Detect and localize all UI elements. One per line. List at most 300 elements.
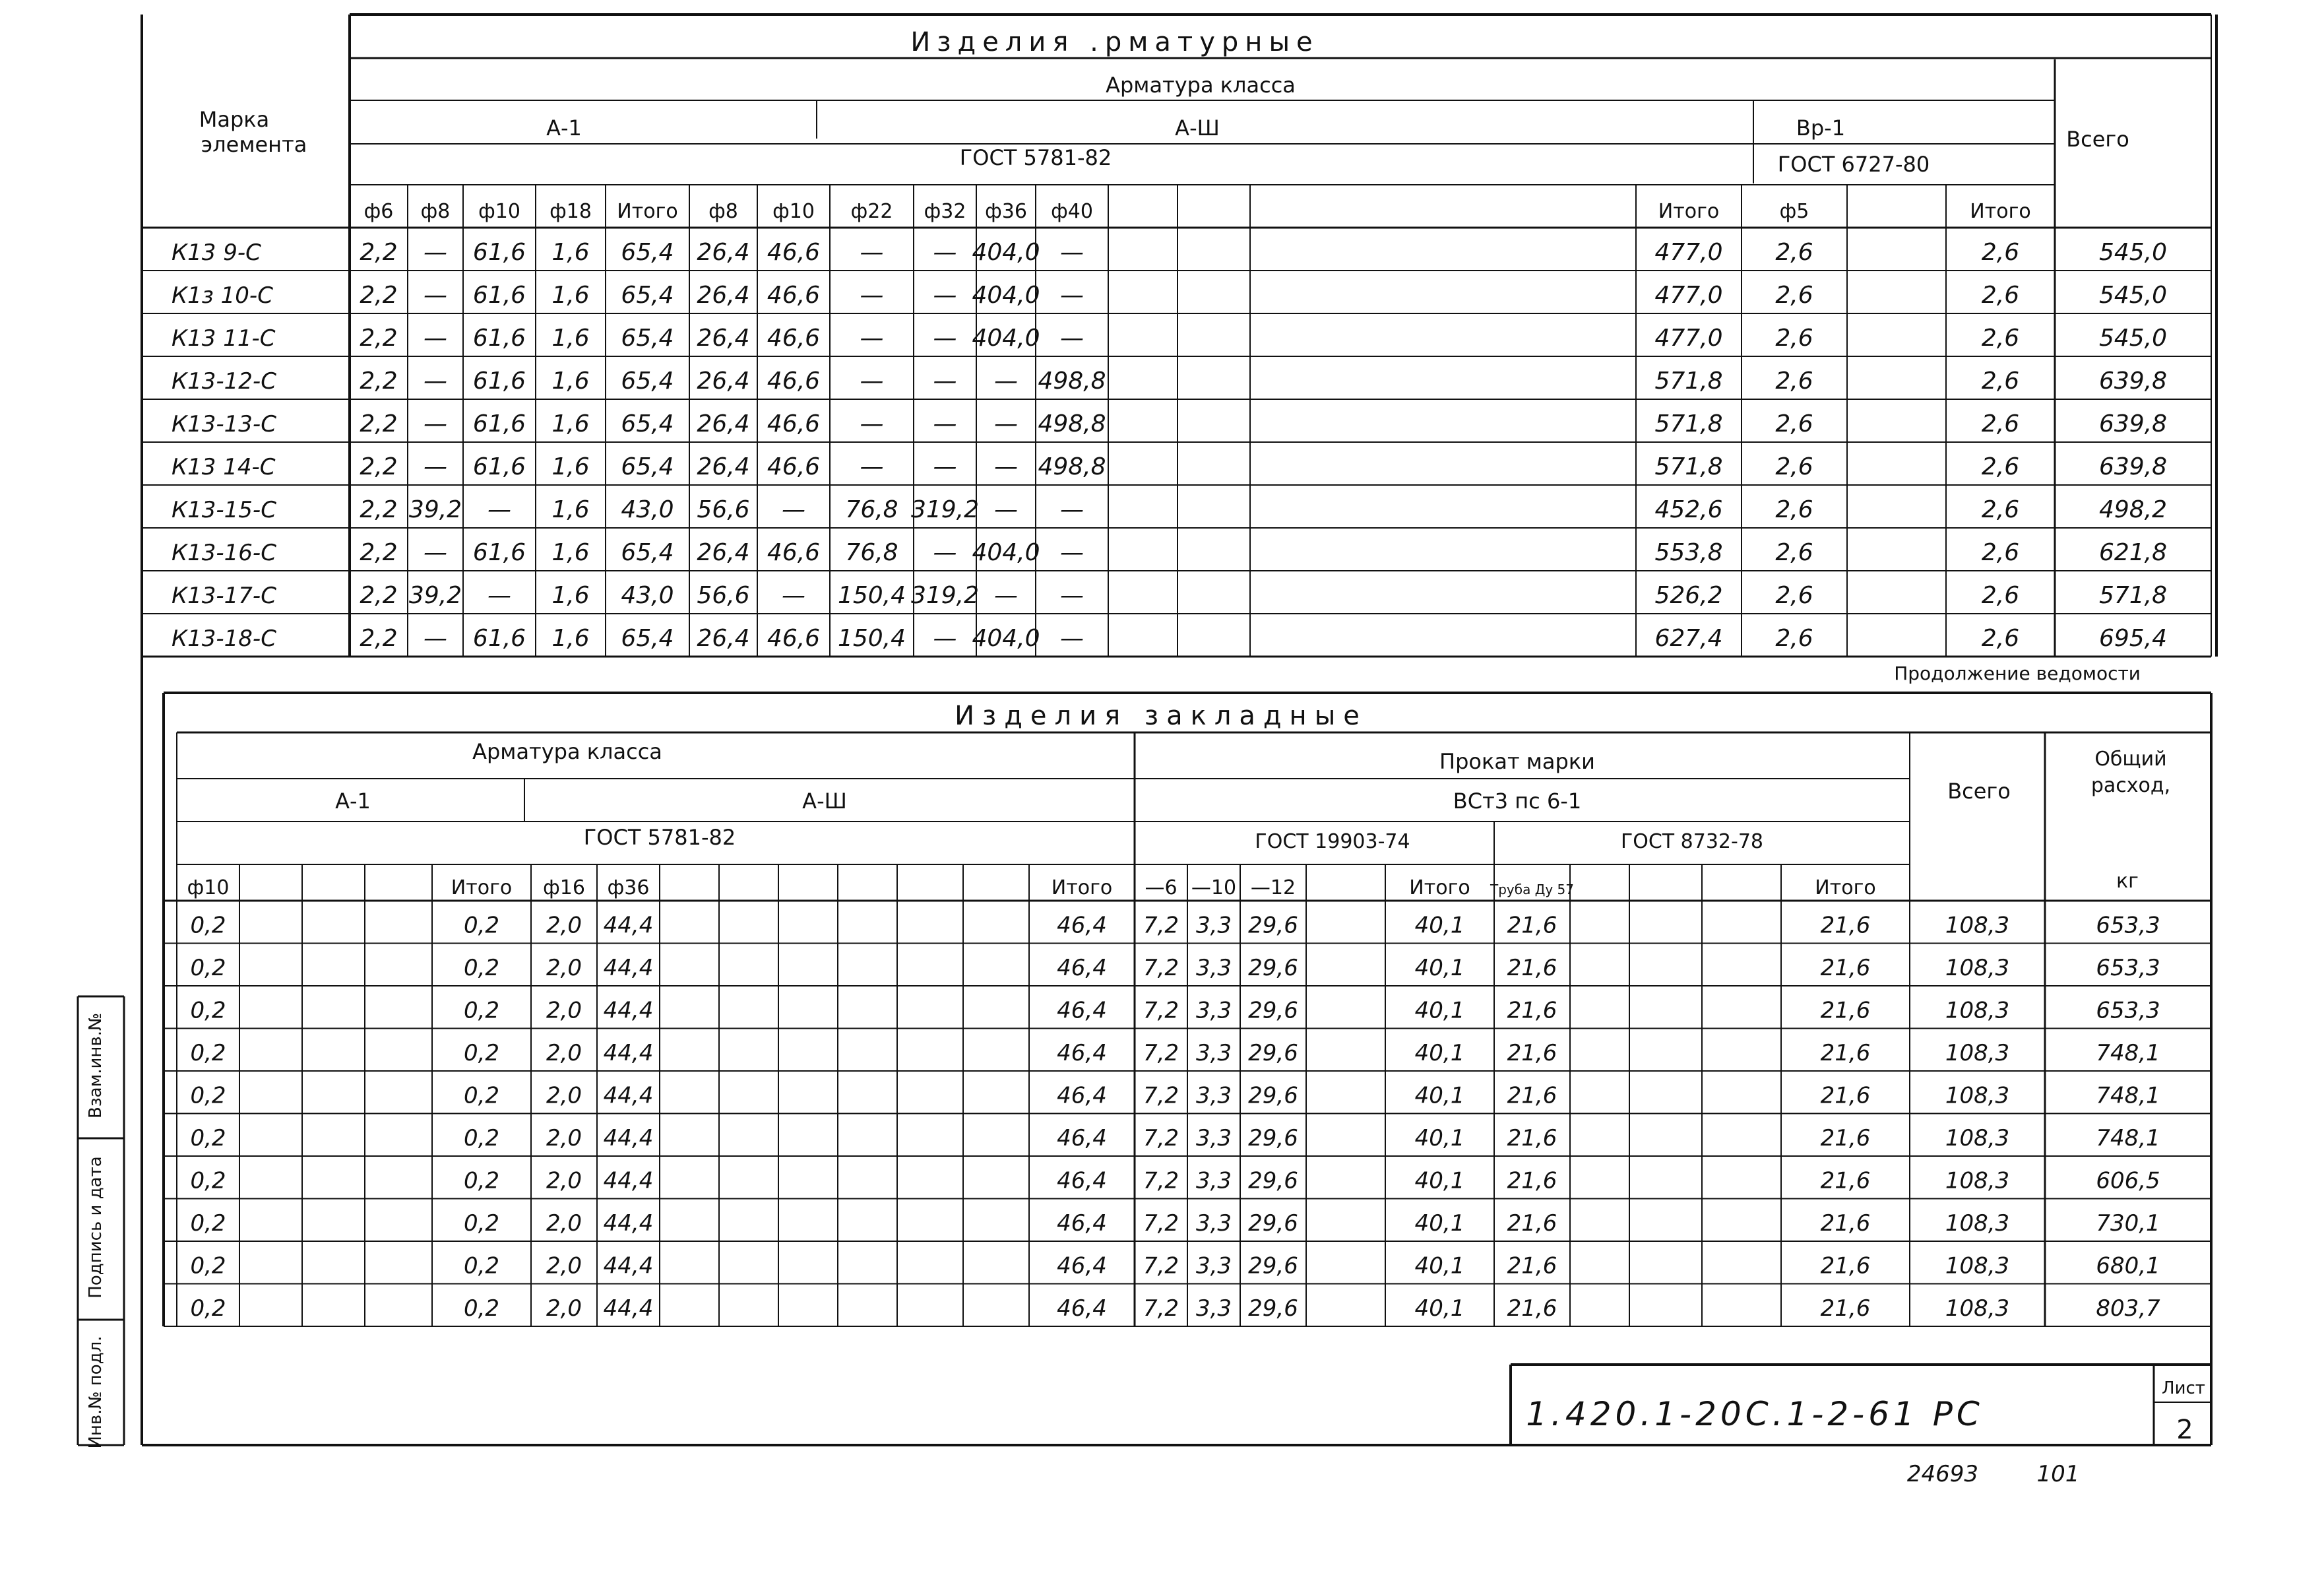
top-row-value: 46,6 <box>767 410 821 437</box>
top-class-a1: А-1 <box>546 115 582 141</box>
top-row-mark: К1з 10-С <box>172 282 273 309</box>
top-row-value: 46,6 <box>767 453 821 480</box>
top-row-value: 319,2 <box>910 496 980 523</box>
top-total-header: Всего <box>2066 127 2129 152</box>
top-row-value: 1,6 <box>551 325 590 352</box>
bottom-row-value: 40,1 <box>1414 997 1465 1024</box>
bottom-row-value: 108,3 <box>1945 1295 2010 1322</box>
side-stamp-replaced: Взам.инв.№ <box>86 1013 106 1118</box>
top-row-value: — <box>994 582 1018 609</box>
top-row-value: 545,0 <box>2098 325 2168 352</box>
sheet-label: Лист <box>2162 1378 2205 1398</box>
bottom-row-value: 44,4 <box>603 1252 654 1279</box>
top-row-mark: К13-15-С <box>172 497 276 523</box>
top-row-value: 2,6 <box>1981 368 2020 395</box>
top-row-value: 2,6 <box>1775 539 1813 566</box>
top-row-mark: К13-18-С <box>172 626 276 652</box>
top-row-value: 61,6 <box>472 368 526 395</box>
top-row-value: 526,2 <box>1654 582 1723 609</box>
top-row-value: 627,4 <box>1654 625 1723 652</box>
top-gost-vr: ГОСТ 6727-80 <box>1777 152 1930 177</box>
top-mark-header-2: элемента <box>201 132 307 157</box>
top-row-value: — <box>933 539 957 566</box>
top-row-value: — <box>860 239 884 266</box>
top-row-mark: К13 11-С <box>172 325 276 352</box>
sheet-number: 2 <box>2176 1415 2193 1445</box>
top-row-value: — <box>424 239 447 266</box>
bottom-row-value: 0,2 <box>463 912 500 939</box>
top-row-value: 61,6 <box>472 625 526 652</box>
bottom-row-value: 46,4 <box>1057 912 1107 939</box>
top-row-value: 26,4 <box>697 368 750 395</box>
bottom-row-value: 3,3 <box>1195 955 1232 981</box>
top-row-value: 26,4 <box>697 453 750 480</box>
bottom-row-value: 0,2 <box>190 1040 226 1066</box>
bottom-row-value: 3,3 <box>1195 1040 1232 1066</box>
top-row-value: 2,6 <box>1981 282 2020 309</box>
bottom-row-value: 2,0 <box>546 1040 582 1066</box>
bottom-row-value: 7,2 <box>1143 1082 1179 1109</box>
bottom-row-value: 29,6 <box>1248 1210 1298 1237</box>
bottom-row-value: 29,6 <box>1248 1125 1298 1151</box>
bottom-row-value: 2,0 <box>546 1082 582 1109</box>
bottom-row-value: 0,2 <box>190 912 226 939</box>
top-row-value: 76,8 <box>845 496 898 523</box>
top-row-value: — <box>1060 539 1084 566</box>
bottom-column-header: ф10 <box>187 876 230 899</box>
top-row-value: 2,6 <box>1981 239 2020 266</box>
bottom-prokat-header: Прокат марки <box>1439 749 1595 774</box>
top-mark-header-1: Марка <box>199 107 270 132</box>
bottom-column-header: —6 <box>1145 876 1178 899</box>
top-row-value: 2,2 <box>360 368 398 395</box>
bottom-row-value: 0,2 <box>190 1252 226 1279</box>
top-row-value: 61,6 <box>472 453 526 480</box>
bottom-row-value: 21,6 <box>1820 997 1871 1024</box>
bottom-row-value: 21,6 <box>1820 1252 1871 1279</box>
top-row-value: — <box>1060 582 1084 609</box>
top-row-value: 498,2 <box>2098 496 2168 523</box>
bottom-row-value: 46,4 <box>1057 1082 1107 1109</box>
bottom-row-value: 46,4 <box>1057 1295 1107 1322</box>
bottom-row-value: 108,3 <box>1945 1167 2010 1194</box>
top-row-value: 43,0 <box>621 496 674 523</box>
top-row-value: — <box>424 368 447 395</box>
top-row-value: — <box>994 410 1018 437</box>
bottom-column-header: Труба Ду 57 <box>1490 882 1574 897</box>
top-row-value: 1,6 <box>551 239 590 266</box>
top-class-vr1: Вр-1 <box>1796 115 1846 141</box>
top-row-value: 2,2 <box>360 539 398 566</box>
bottom-row-value: 2,0 <box>546 1252 582 1279</box>
bottom-row-value: 46,4 <box>1057 955 1107 981</box>
top-row-value: 26,4 <box>697 239 750 266</box>
top-row-value: 404,0 <box>972 625 1040 652</box>
bottom-row-value: 46,4 <box>1057 1167 1107 1194</box>
top-row-value: 2,6 <box>1775 496 1813 523</box>
bottom-row-value: 0,2 <box>463 1040 500 1066</box>
bottom-row-value: 108,3 <box>1945 1252 2010 1279</box>
top-row-value: 695,4 <box>2098 625 2168 652</box>
top-row-value: 26,4 <box>697 539 750 566</box>
top-row-value: 571,8 <box>1654 368 1723 395</box>
top-column-header: ф22 <box>850 200 893 223</box>
top-row-value: 2,2 <box>360 582 398 609</box>
bottom-row-value: 653,3 <box>2096 955 2160 981</box>
top-row-value: — <box>1060 496 1084 523</box>
top-row-value: 2,2 <box>360 325 398 352</box>
bottom-row-value: 0,2 <box>463 997 500 1024</box>
top-row-value: 2,6 <box>1775 453 1813 480</box>
bottom-row-value: 21,6 <box>1507 1125 1557 1151</box>
bottom-row-value: 7,2 <box>1143 1295 1179 1322</box>
top-row-value: 61,6 <box>472 282 526 309</box>
bottom-row-value: 108,3 <box>1945 955 2010 981</box>
top-row-value: 65,4 <box>621 325 674 352</box>
bottom-row-value: 606,5 <box>2096 1167 2160 1194</box>
top-row-value: 2,2 <box>360 453 398 480</box>
top-row-value: 150,4 <box>837 582 906 609</box>
side-stamp-signature: Подпись и дата <box>86 1156 106 1299</box>
top-row-mark: К13-17-С <box>172 583 276 609</box>
bottom-row-value: 44,4 <box>603 1040 654 1066</box>
top-row-value: 46,6 <box>767 625 821 652</box>
bottom-row-value: 40,1 <box>1414 912 1465 939</box>
top-row-value: — <box>933 625 957 652</box>
bottom-row-value: 46,4 <box>1057 1210 1107 1237</box>
top-row-value: 1,6 <box>551 368 590 395</box>
top-row-value: 26,4 <box>697 625 750 652</box>
bottom-row-value: 0,2 <box>463 1252 500 1279</box>
top-row-value: 1,6 <box>551 282 590 309</box>
top-row-value: 46,6 <box>767 282 821 309</box>
bottom-unit: кг <box>2116 870 2139 893</box>
top-row-value: 26,4 <box>697 282 750 309</box>
bottom-column-header: —12 <box>1250 876 1296 899</box>
top-row-value: 639,8 <box>2098 410 2168 437</box>
top-column-header: Итого <box>1970 200 2031 223</box>
top-row-value: — <box>994 496 1018 523</box>
bottom-row-value: 2,0 <box>546 1295 582 1322</box>
top-row-value: 2,6 <box>1775 239 1813 266</box>
bottom-row-value: 21,6 <box>1507 1167 1557 1194</box>
top-table-title: Изделия .рматурные <box>910 27 1319 57</box>
bottom-row-value: 0,2 <box>190 1125 226 1151</box>
bottom-row-value: 40,1 <box>1414 1040 1465 1066</box>
top-row-value: 639,8 <box>2098 368 2168 395</box>
top-row-value: 65,4 <box>621 368 674 395</box>
bottom-row-value: 3,3 <box>1195 1125 1232 1151</box>
bottom-row-value: 0,2 <box>190 1295 226 1322</box>
bottom-row-value: 46,4 <box>1057 1125 1107 1151</box>
bottom-row-value: 7,2 <box>1143 997 1179 1024</box>
bottom-row-value: 21,6 <box>1820 1082 1871 1109</box>
top-row-value: 150,4 <box>837 625 906 652</box>
top-row-value: — <box>994 368 1018 395</box>
top-row-value: 76,8 <box>845 539 898 566</box>
bottom-row-value: 0,2 <box>463 1167 500 1194</box>
bottom-row-value: 21,6 <box>1507 912 1557 939</box>
top-row-mark: К13-13-С <box>172 411 276 437</box>
bottom-row-value: 40,1 <box>1414 1295 1465 1322</box>
bottom-row-value: 2,0 <box>546 997 582 1024</box>
bottom-row-value: 0,2 <box>190 997 226 1024</box>
bottom-row-value: 7,2 <box>1143 1167 1179 1194</box>
bottom-row-value: 3,3 <box>1195 1082 1232 1109</box>
bottom-row-value: 46,4 <box>1057 997 1107 1024</box>
continuation-note: Продолжение ведомости <box>1894 662 2141 684</box>
bottom-row-value: 0,2 <box>463 955 500 981</box>
top-row-value: 553,8 <box>1654 539 1723 566</box>
top-row-value: 2,6 <box>1981 625 2020 652</box>
top-row-value: — <box>860 325 884 352</box>
bottom-row-value: 653,3 <box>2096 912 2160 939</box>
top-row-value: — <box>424 282 447 309</box>
bottom-row-value: 7,2 <box>1143 1040 1179 1066</box>
bottom-row-value: 7,2 <box>1143 955 1179 981</box>
bottom-column-header: Итого <box>1815 876 1876 899</box>
top-column-header: Итого <box>1658 200 1720 223</box>
bottom-row-value: 21,6 <box>1507 1082 1557 1109</box>
bottom-row-value: 2,0 <box>546 1210 582 1237</box>
top-row-value: 61,6 <box>472 239 526 266</box>
bottom-row-value: 7,2 <box>1143 1252 1179 1279</box>
bottom-row-value: 2,0 <box>546 1167 582 1194</box>
top-row-value: 477,0 <box>1654 325 1723 352</box>
bottom-column-header: Итого <box>451 876 513 899</box>
top-row-value: 65,4 <box>621 625 674 652</box>
top-row-value: — <box>860 368 884 395</box>
bottom-total-header: Всего <box>1947 779 2011 804</box>
bottom-row-value: 0,2 <box>190 955 226 981</box>
document-designation: 1.420.1-20С.1-2-61 РС <box>1526 1395 1984 1433</box>
bottom-row-value: 29,6 <box>1248 912 1298 939</box>
top-row-value: 2,6 <box>1775 368 1813 395</box>
bottom-row-value: 3,3 <box>1195 1252 1232 1279</box>
top-row-value: — <box>933 239 957 266</box>
bottom-row-value: 40,1 <box>1414 955 1465 981</box>
bottom-gost-pipe: ГОСТ 8732-78 <box>1620 830 1764 853</box>
top-row-value: — <box>860 282 884 309</box>
bottom-row-value: 44,4 <box>603 912 654 939</box>
bottom-row-value: 21,6 <box>1820 1125 1871 1151</box>
top-row-value: 452,6 <box>1654 496 1723 523</box>
top-row-mark: К13-12-С <box>172 368 276 395</box>
bottom-row-value: 44,4 <box>603 1167 654 1194</box>
bottom-class-a3: А-Ш <box>802 789 847 814</box>
top-column-header: Итого <box>617 200 678 223</box>
top-row-value: — <box>782 496 805 523</box>
bottom-row-value: 21,6 <box>1507 1210 1557 1237</box>
bottom-row-value: 0,2 <box>463 1125 500 1151</box>
top-row-value: 571,8 <box>2098 582 2168 609</box>
bottom-row-value: 2,0 <box>546 955 582 981</box>
top-row-value: 404,0 <box>972 539 1040 566</box>
side-stamp-inv: Инв.№ подл. <box>86 1336 106 1449</box>
top-row-value: 2,6 <box>1981 539 2020 566</box>
top-row-mark: К13 14-С <box>172 454 276 480</box>
top-row-value: 571,8 <box>1654 410 1723 437</box>
bottom-row-value: 46,4 <box>1057 1040 1107 1066</box>
top-row-value: 2,2 <box>360 410 398 437</box>
bottom-table-title: Изделия закладные <box>955 701 1367 731</box>
top-column-header: ф8 <box>708 200 738 223</box>
top-row-value: 2,6 <box>1775 325 1813 352</box>
bottom-row-value: 2,0 <box>546 1125 582 1151</box>
bottom-row-value: 0,2 <box>463 1082 500 1109</box>
bottom-row-value: 0,2 <box>190 1210 226 1237</box>
top-row-value: 61,6 <box>472 410 526 437</box>
top-row-value: — <box>424 539 447 566</box>
bottom-row-value: 40,1 <box>1414 1252 1465 1279</box>
top-row-value: — <box>782 582 805 609</box>
top-row-value: 319,2 <box>910 582 980 609</box>
bottom-row-value: 7,2 <box>1143 1210 1179 1237</box>
top-row-value: 404,0 <box>972 325 1040 352</box>
bottom-class-header: Арматура класса <box>472 739 662 764</box>
top-row-value: — <box>1060 325 1084 352</box>
top-row-value: 46,6 <box>767 325 821 352</box>
bottom-row-value: 7,2 <box>1143 1125 1179 1151</box>
top-row-value: 1,6 <box>551 539 590 566</box>
top-row-value: 2,2 <box>360 625 398 652</box>
top-row-value: — <box>933 410 957 437</box>
bottom-row-value: 108,3 <box>1945 1210 2010 1237</box>
top-row-value: 2,6 <box>1775 582 1813 609</box>
bottom-gost-plate: ГОСТ 19903-74 <box>1255 830 1410 853</box>
top-row-value: — <box>424 325 447 352</box>
top-row-mark: К13 9-С <box>172 240 261 266</box>
top-row-value: 498,8 <box>1038 410 1106 437</box>
bottom-row-value: 40,1 <box>1414 1210 1465 1237</box>
top-row-value: 1,6 <box>551 625 590 652</box>
top-row-value: 571,8 <box>1654 453 1723 480</box>
top-column-header: ф10 <box>478 200 520 223</box>
top-row-value: — <box>860 453 884 480</box>
bottom-row-value: 108,3 <box>1945 912 2010 939</box>
top-row-value: — <box>424 410 447 437</box>
top-row-value: 26,4 <box>697 325 750 352</box>
top-row-value: 65,4 <box>621 239 674 266</box>
top-row-value: — <box>933 282 957 309</box>
top-row-value: — <box>933 325 957 352</box>
top-row-value: 65,4 <box>621 453 674 480</box>
top-row-value: 26,4 <box>697 410 750 437</box>
top-row-value: 2,2 <box>360 282 398 309</box>
top-row-value: — <box>424 453 447 480</box>
top-row-value: 545,0 <box>2098 282 2168 309</box>
bottom-class-a1: А-1 <box>335 789 371 814</box>
top-row-value: 545,0 <box>2098 239 2168 266</box>
bottom-row-value: 108,3 <box>1945 1082 2010 1109</box>
top-row-value: 2,6 <box>1981 582 2020 609</box>
bottom-row-value: 0,2 <box>190 1082 226 1109</box>
top-row-value: 2,6 <box>1981 325 2020 352</box>
top-row-value: 621,8 <box>2098 539 2168 566</box>
bottom-row-value: 2,0 <box>546 912 582 939</box>
bottom-row-value: 29,6 <box>1248 1167 1298 1194</box>
top-row-value: 2,6 <box>1775 625 1813 652</box>
bottom-row-value: 44,4 <box>603 1295 654 1322</box>
bottom-column-header: —10 <box>1191 876 1237 899</box>
top-row-value: 477,0 <box>1654 282 1723 309</box>
bottom-row-value: 40,1 <box>1414 1167 1465 1194</box>
top-column-header: ф32 <box>924 200 966 223</box>
top-row-value: 2,6 <box>1775 282 1813 309</box>
bottom-steel: ВСт3 пс 6-1 <box>1453 789 1582 814</box>
bottom-row-value: 3,3 <box>1195 997 1232 1024</box>
top-row-value: — <box>860 410 884 437</box>
top-column-header: ф8 <box>420 200 451 223</box>
bottom-row-value: 3,3 <box>1195 1295 1232 1322</box>
table-text <box>172 200 2167 1322</box>
top-row-value: 65,4 <box>621 539 674 566</box>
bottom-row-value: 21,6 <box>1820 955 1871 981</box>
top-row-value: 39,2 <box>408 496 462 523</box>
top-row-value: 404,0 <box>972 282 1040 309</box>
bottom-row-value: 3,3 <box>1195 1167 1232 1194</box>
bottom-row-value: 3,3 <box>1195 912 1232 939</box>
bottom-row-value: 21,6 <box>1507 1252 1557 1279</box>
top-row-value: 65,4 <box>621 282 674 309</box>
top-row-value: 65,4 <box>621 410 674 437</box>
bottom-row-value: 748,1 <box>2096 1125 2160 1151</box>
top-row-value: 477,0 <box>1654 239 1723 266</box>
bottom-column-header: Итого <box>1409 876 1470 899</box>
bottom-row-value: 7,2 <box>1143 912 1179 939</box>
bottom-row-value: 44,4 <box>603 997 654 1024</box>
bottom-row-value: 803,7 <box>2096 1295 2160 1322</box>
bottom-row-value: 44,4 <box>603 1082 654 1109</box>
bottom-column-header: Итого <box>1051 876 1113 899</box>
bottom-row-value: 108,3 <box>1945 997 2010 1024</box>
top-class-header: Арматура класса <box>1106 73 1296 98</box>
sheet-reference: 101 <box>2036 1461 2080 1487</box>
top-column-header: ф36 <box>985 200 1027 223</box>
bottom-row-value: 40,1 <box>1414 1082 1465 1109</box>
top-column-header: ф6 <box>363 200 394 223</box>
top-row-value: — <box>1060 625 1084 652</box>
bottom-row-value: 108,3 <box>1945 1040 2010 1066</box>
bottom-overall-header-2: расход, <box>2090 774 2171 797</box>
top-class-a3: А-Ш <box>1175 115 1220 141</box>
bottom-gost-main: ГОСТ 5781-82 <box>583 825 736 850</box>
bottom-row-value: 21,6 <box>1507 1295 1557 1322</box>
bottom-overall-header-1: Общий <box>2094 748 2167 771</box>
bottom-row-value: 21,6 <box>1507 997 1557 1024</box>
bottom-row-value: 0,2 <box>190 1167 226 1194</box>
bottom-row-value: 21,6 <box>1820 1295 1871 1322</box>
archive-number: 24693 <box>1906 1461 1979 1487</box>
top-row-value: 61,6 <box>472 539 526 566</box>
top-row-value: — <box>1060 282 1084 309</box>
bottom-row-value: 29,6 <box>1248 997 1298 1024</box>
top-row-value: — <box>424 625 447 652</box>
bottom-row-value: 29,6 <box>1248 1040 1298 1066</box>
bottom-row-value: 0,2 <box>463 1295 500 1322</box>
top-row-value: — <box>933 368 957 395</box>
bottom-row-value: 21,6 <box>1507 955 1557 981</box>
top-row-value: 46,6 <box>767 239 821 266</box>
top-row-value: 2,6 <box>1981 453 2020 480</box>
top-gost-main: ГОСТ 5781-82 <box>959 145 1112 170</box>
top-row-value: 2,2 <box>360 239 398 266</box>
top-column-header: ф18 <box>550 200 592 223</box>
top-row-mark: К13-16-С <box>172 540 276 566</box>
top-row-value: 498,8 <box>1038 453 1106 480</box>
top-row-value: 2,6 <box>1775 410 1813 437</box>
top-row-value: 1,6 <box>551 582 590 609</box>
